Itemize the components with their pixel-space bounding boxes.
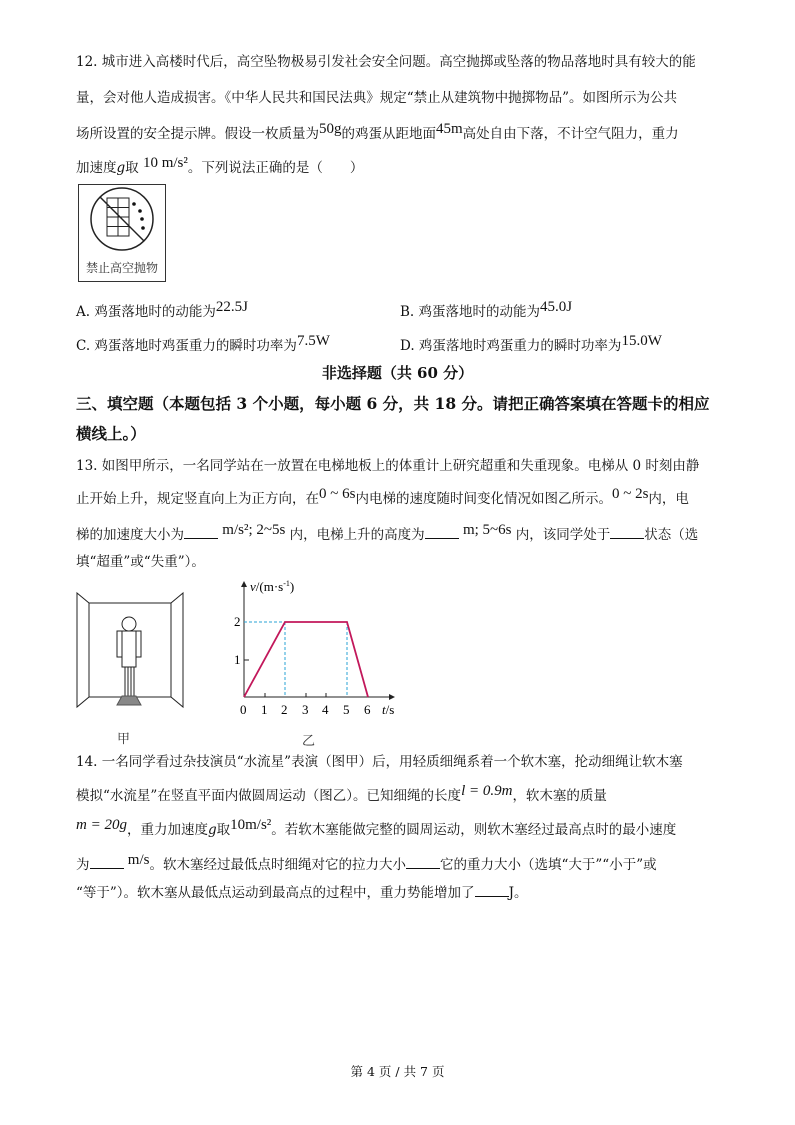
figure-b-caption: 乙 <box>302 734 316 749</box>
q14-line3: m = 20g，重力加速度g取10m/s²。若软木塞能做完整的圆周运动，则软木塞经过最高点时的最小速度 <box>76 817 677 838</box>
svg-text:2: 2 <box>281 702 288 717</box>
page-footer: 第 4 页 / 共 7 页 <box>350 1064 445 1079</box>
q12-line3: 场所设置的安全提示牌。假设一枚质量为50g的鸡蛋从距地面45m高处自由下落，不计空气阻力，重力 <box>76 121 679 142</box>
answer-blank-1[interactable] <box>184 524 218 539</box>
q13-line2: 止开始上升，规定竖直向上为正方向，在0 ~ 6s内电梯的速度随时间变化情况如图乙所示。0 ~ 2s内，电 <box>76 486 689 507</box>
svg-text:4: 4 <box>322 702 329 717</box>
option-d[interactable]: D. 鸡蛋落地时鸡蛋重力的瞬时功率为15.0W <box>400 333 662 354</box>
option-a[interactable]: A. 鸡蛋落地时的动能为22.5J <box>76 299 248 320</box>
svg-text:0: 0 <box>240 702 247 717</box>
section3-heading-line1: 三、填空题（本题包括 3 个小题，每小题 6 分，共 18 分。请把正确答案填在答题卡的相应 <box>76 394 710 413</box>
q14-line2: 模拟“水流星”在竖直平面内做圆周运动（图乙）。已知细绳的长度l = 0.9m，软木塞的质量 <box>76 783 607 804</box>
option-c[interactable]: C. 鸡蛋落地时鸡蛋重力的瞬时功率为7.5W <box>76 333 330 354</box>
no-throwing-icon <box>79 185 165 255</box>
svg-text:t/s: t/s <box>382 702 395 717</box>
q12-line1: 12. 城市进入高楼时代后，高空坠物极易引发社会安全问题。高空抛掷或坠落的物品落地时具有较大的能 <box>76 54 696 70</box>
velocity-time-chart <box>220 575 410 725</box>
q14-line1: 14. 一名同学看过杂技演员“水流星”表演（图甲）后，用轻质细绳系着一个软木塞，抡动细绳让软木塞 <box>76 754 683 770</box>
answer-blank-5[interactable] <box>406 854 440 869</box>
q14-line5: “等于”）。软木塞从最低点运动到最高点的过程中，重力势能增加了 J。 <box>76 882 527 903</box>
svg-text:3: 3 <box>302 702 309 717</box>
svg-text:2: 2 <box>234 614 241 629</box>
answer-blank-6[interactable] <box>475 882 509 897</box>
answer-blank-3[interactable] <box>610 524 644 539</box>
height-value: 45m <box>436 121 463 137</box>
q12-line2: 量，会对他人造成损害。《中华人民共和国民法典》规定“禁止从建筑物中抛掷物品”。如图所示为公共 <box>76 90 678 106</box>
section3-heading-line2: 横线上。） <box>76 424 146 443</box>
sign-label: 禁止高空抛物 <box>85 261 158 275</box>
svg-text:6: 6 <box>364 702 371 717</box>
elevator-figure <box>76 590 186 720</box>
figure-a-caption: 甲 <box>117 732 131 747</box>
option-b[interactable]: B. 鸡蛋落地时的动能为45.0J <box>400 299 573 320</box>
q12-line4: 加速度g取 10 m/s²。下列说法正确的是（ ） <box>76 155 364 176</box>
answer-blank-2[interactable] <box>425 524 459 539</box>
safety-sign-figure <box>78 184 166 282</box>
q13-line1: 13. 如图甲所示，一名同学站在一放置在电梯地板上的体重计上研究超重和失重现象。电梯从 0 时刻由静 <box>76 458 700 474</box>
answer-blank-4[interactable] <box>90 854 124 869</box>
svg-text:v/(m·s-1): $v/(m\cdot s^{-1})$ <box>250 579 295 594</box>
svg-text:1: 1 <box>261 702 268 717</box>
svg-text:5: 5 <box>343 702 350 717</box>
q13-line4: 填“超重”或“失重”）。 <box>76 554 205 570</box>
svg-text:1: 1 <box>234 652 241 667</box>
section-nonchoice-heading: 非选择题（共 60 分） <box>321 364 474 382</box>
mass-value: 50g <box>319 121 342 137</box>
q13-line3: 梯的加速度大小为 m/s²; 2~5s 内，电梯上升的高度为 m; 5~6s 内，该同学处于 状态（选 <box>76 522 699 543</box>
q14-line4: 为 m/s。软木塞经过最低点时细绳对它的拉力大小 它的重力大小（选填“大于”“小于”或 <box>76 852 657 873</box>
